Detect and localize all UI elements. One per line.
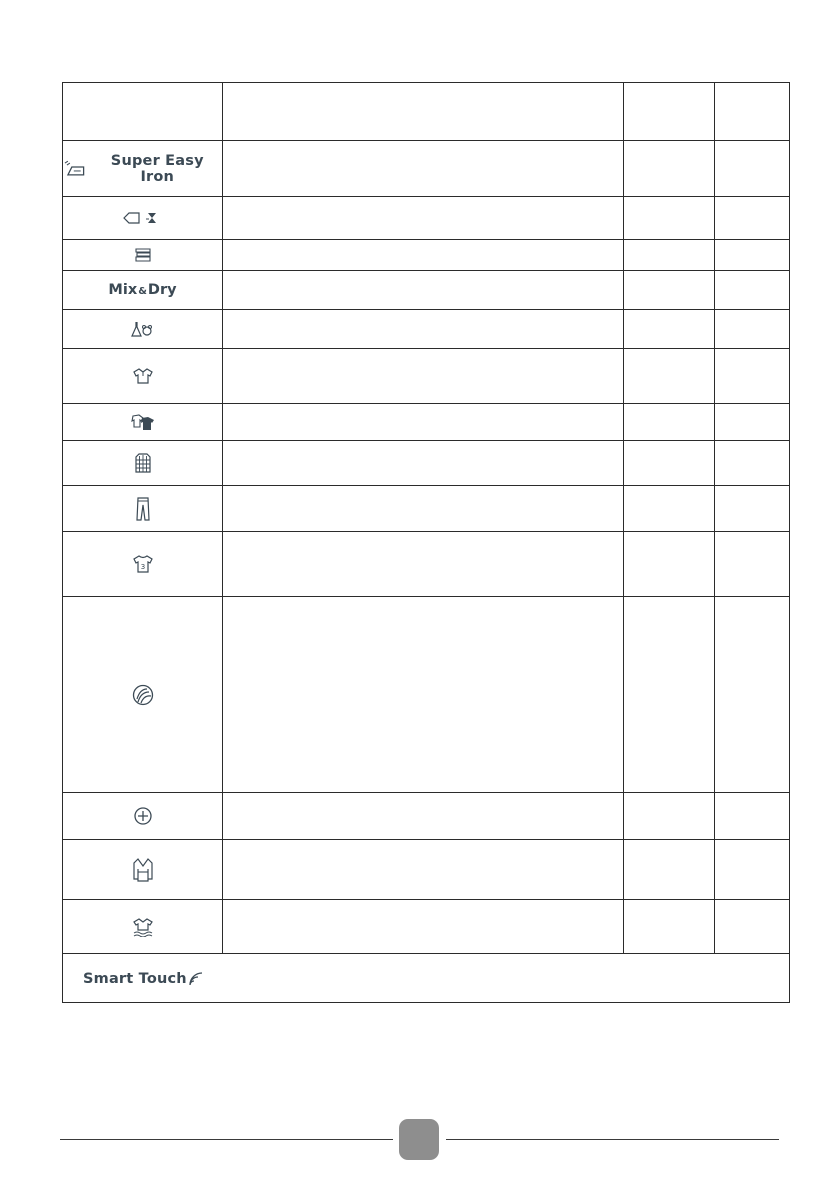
- hygiene-cross-icon: [133, 806, 153, 826]
- programme-cell: [63, 486, 223, 532]
- smart-touch-label: Smart Touch: [83, 970, 187, 987]
- nfc-signal-icon: [188, 969, 204, 987]
- table-header-row: [63, 83, 790, 141]
- table-row: [63, 793, 790, 840]
- programme-cell: [63, 349, 223, 404]
- bathrobe-icon: [132, 857, 154, 883]
- table-row: [63, 271, 790, 310]
- header-cell-col4: [715, 83, 790, 141]
- table-row: [63, 486, 790, 532]
- table-row: [63, 197, 790, 240]
- programme-cell: [63, 271, 223, 310]
- table-row: [63, 404, 790, 441]
- programme-cell: [63, 404, 223, 441]
- programme-cell: [63, 532, 223, 597]
- flask-bear-icon: [131, 320, 155, 338]
- smart-touch-cell: [63, 954, 790, 1003]
- programme-cell: [63, 597, 223, 793]
- programme-cell: [63, 793, 223, 840]
- hourglass-tag-icon: [123, 211, 163, 225]
- table-row: [63, 310, 790, 349]
- table-row: [63, 900, 790, 954]
- svg-text:3: 3: [140, 563, 145, 571]
- programme-cell: [63, 310, 223, 349]
- stacked-towels-icon: [134, 247, 152, 263]
- header-cell-description: [223, 83, 624, 141]
- table-row: [63, 532, 790, 597]
- mix-dry-label: Mix&Dry: [108, 282, 177, 298]
- iron-steam-icon: [63, 160, 87, 178]
- programme-table: [62, 82, 790, 1003]
- wool-icon: [132, 684, 154, 706]
- programme-cell: [63, 840, 223, 900]
- table-row: [63, 141, 790, 197]
- programme-cell: [63, 240, 223, 271]
- super-easy-iron-label: Super Easy Iron: [110, 152, 204, 185]
- programme-cell: [63, 141, 223, 197]
- programme-cell: [63, 900, 223, 954]
- description-cell: [223, 141, 624, 197]
- dark-garments-icon: [130, 413, 156, 431]
- footer-rule-right: [446, 1139, 779, 1140]
- sport-jersey-icon: [133, 554, 153, 574]
- jacket-icon: [134, 452, 152, 474]
- table-row: [63, 441, 790, 486]
- shirt-icon: [133, 367, 153, 385]
- trousers-icon: [135, 496, 151, 522]
- table-row: [63, 597, 790, 793]
- footer-rule-left: [60, 1139, 393, 1140]
- header-cell-col3: [624, 83, 715, 141]
- table-row: [63, 840, 790, 900]
- programme-cell: [63, 441, 223, 486]
- page-number-badge: [399, 1119, 439, 1160]
- programme-cell: [63, 197, 223, 240]
- table-row: [63, 954, 790, 1003]
- header-cell-programme: [63, 83, 223, 141]
- table-row: [63, 240, 790, 271]
- table-row: [63, 349, 790, 404]
- shirt-waves-icon: [131, 917, 155, 937]
